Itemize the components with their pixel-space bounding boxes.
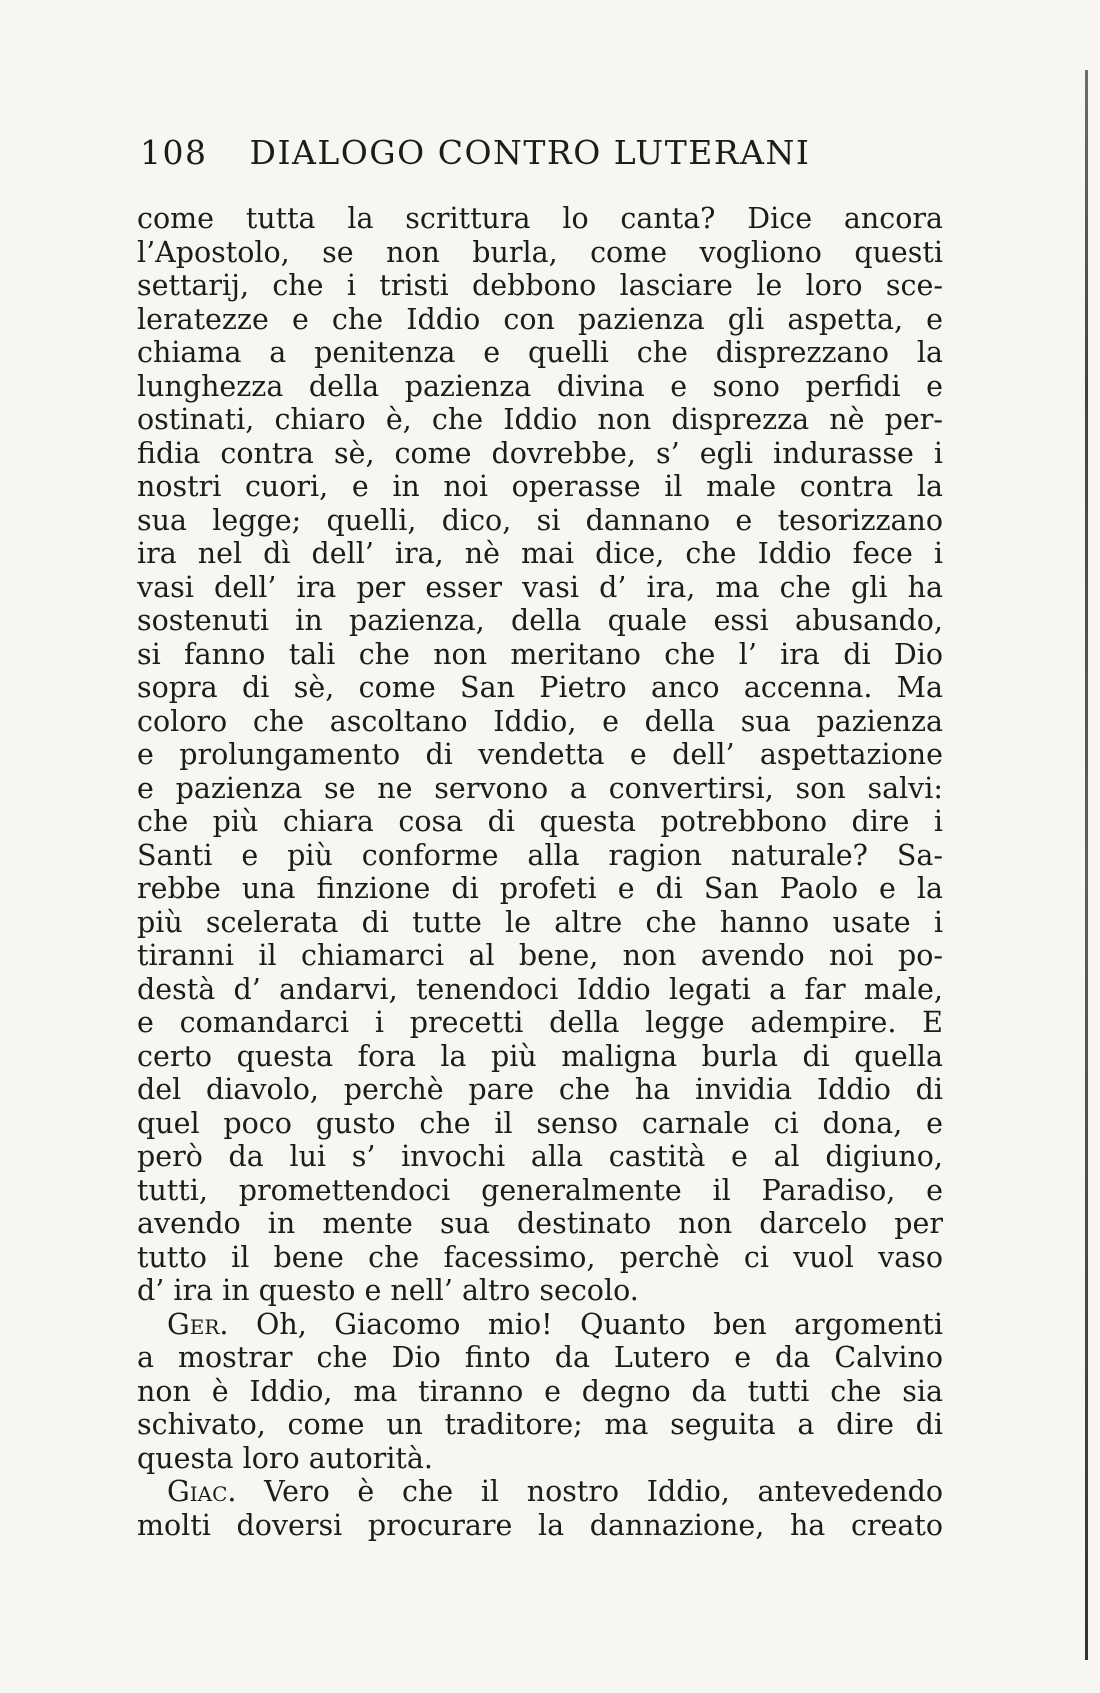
text-line: a mostrar che Dio finto da Lutero e da Calvino [137,1341,943,1374]
text-line: avendo in mente sua destinato non darcelo per [137,1207,943,1240]
speech-text: Vero è che il nostro Iddio, antevedendo [264,1475,943,1508]
page-number: 108 [140,133,208,172]
page-edge-shadow [1085,70,1088,1660]
text-line: Santi e più conforme alla ragion naturale? Sa- [137,838,943,872]
text-line: molti doversi procurare la dannazione, ha creato [137,1508,943,1542]
text-line: non è Iddio, ma tiranno e degno da tutti che sia [137,1374,943,1408]
speaker-giac: Giac. [167,1475,237,1508]
text-line: e prolungamento di vendetta e dell’ aspettazione [137,738,943,771]
text-line: tiranni il chiamarci al bene, non avendo noi po- [137,939,943,972]
text-line: l’Apostolo, se non burla, come vogliono questi [137,235,943,269]
text-line: del diavolo, perchè pare che ha invidia Iddio di [137,1073,943,1106]
text-line: ira nel dì dell’ ira, nè mai dice, che Iddio fece i [137,537,943,570]
text-line: rebbe una finzione di profeti e di San Paolo e la [137,872,943,905]
text-line: destà d’ andarvi, tenendoci Iddio legati a far male, [137,972,943,1006]
text-line: vasi dell’ ira per esser vasi d’ ira, ma che gli ha [137,570,943,604]
text-line: sopra di sè, come San Pietro anco accenna. Ma [137,671,943,704]
running-title: DIALOGO CONTRO LUTERANI [249,133,811,172]
text-line: come tutta la scrittura lo canta? Dice ancora [137,202,943,235]
text-line: schivato, come un traditore; ma seguita a dire di [137,1408,943,1441]
text-line: sua legge; quelli, dico, si dannano e tesorizzano [137,503,943,537]
text-line: lunghezza della pazienza divina e sono perfidi e [137,369,943,403]
text-line: questa loro autorità. [137,1441,433,1475]
text-line: quel poco gusto che il senso carnale ci dona, e [137,1106,943,1140]
text-line: si fanno tali che non meritano che l’ ira di Dio [137,637,943,671]
text-line: sostenuti in pazienza, della quale essi abusando, [137,604,943,637]
body-text [137,202,943,1542]
text-line: ostinati, chiaro è, che Iddio non disprezza nè per- [137,403,943,436]
text-line: certo questa fora la più maligna burla di quella [137,1039,943,1073]
text-line: che più chiara cosa di questa potrebbono dire i [137,805,943,838]
text-line: nostri cuori, e in noi operasse il male contra la [137,470,943,503]
text-line: e comandarci i precetti della legge adempire. E [137,1006,943,1039]
text-line: e pazienza se ne servono a convertirsi, son salvi: [137,771,943,805]
text-line: tutto il bene che facessimo, perchè ci vuol vaso [137,1240,943,1274]
speech-line-giac [137,1475,943,1509]
running-head [140,133,960,172]
text-line: chiama a penitenza e quelli che disprezzano la [137,336,943,369]
speech-text: Oh, Giacomo mio! Quanto ben argomenti [255,1307,943,1341]
text-line: tutti, promettendoci generalmente il Paradiso, e [137,1173,943,1207]
speech-line-ger [137,1308,943,1342]
text-line: leratezze e che Iddio con pazienza gli aspetta, e [137,302,943,336]
text-line: settarij, che i tristi debbono lasciare le loro sce- [137,269,943,302]
text-line: coloro che ascoltano Iddio, e della sua pazienza [137,704,943,738]
text-line: più scelerata di tutte le altre che hanno usate i [137,905,943,939]
text-line: d’ ira in questo e nell’ altro secolo. [137,1274,639,1307]
text-line: però da lui s’ invochi alla castità e al digiuno, [137,1140,943,1173]
text-line: fidia contra sè, come dovrebbe, s’ egli indurasse i [137,436,943,470]
speaker-ger: Ger. [167,1307,229,1341]
